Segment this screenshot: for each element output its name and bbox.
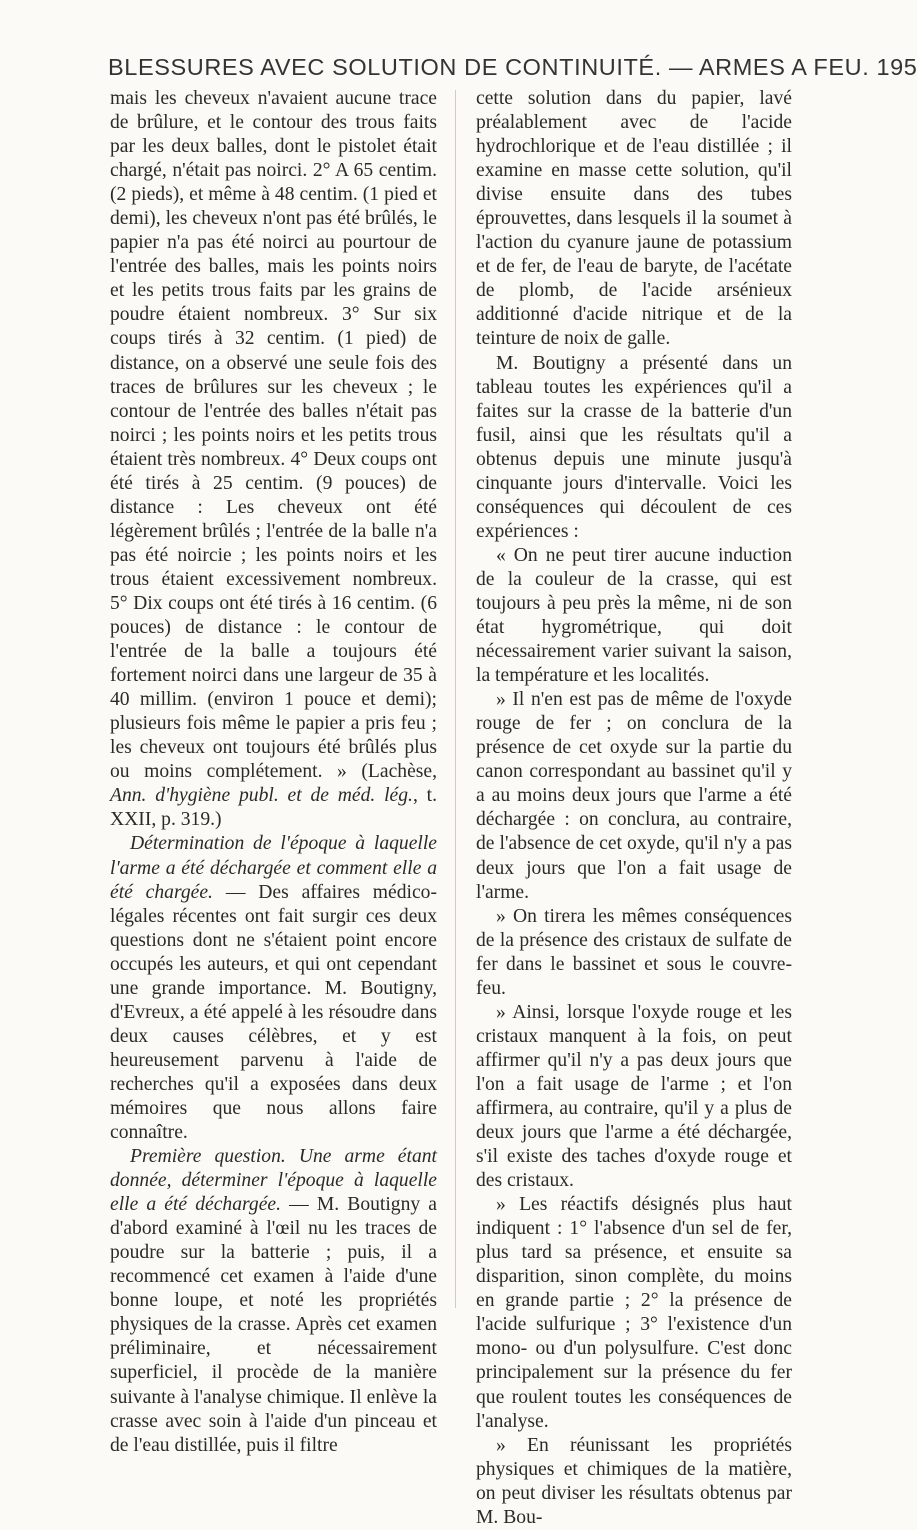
paragraph-solution-analysis: cette solution dans du papier, lavé préalablement avec de l'acide hydrochlorique et de l'eau distillée ; il examine en masse cette solution, qu'il divise ensuite dans des tubes éprouvettes, dans lesquels il la soumet à l'action du cyanure jaune de potassium et de fer, de l'eau de baryte, de l'acétate de plomb, de l'acide arsénieux additionné d'acide nitrique et de la teinture de noix de galle.: [476, 88, 792, 350]
section-heading-first-question: Première question. Une arme étant donnée, déterminer l'époque à laquelle elle a été déchargée.: [110, 1146, 437, 1216]
determination-text: — Des affaires médico-légales récentes ont fait surgir ces deux questions dont ne s'étaient point encore occupés les auteurs, et qui ont cependant une grande importance. M. Boutigny, d'Evreux, a été appelé à les résoudre dans deux causes célèbres, et y est heureusement parvenu à l'aide de recherches qu'il a exposées dans deux mémoires que nous allons faire connaître.: [110, 881, 437, 1144]
paragraph-quote-reagents: » Les réactifs désignés plus haut indiquent : 1° l'absence d'un sel de fer, plus tard sa présence, et ensuite sa disparition, sinon complète, du moins en grande partie ; 2° la présence de l'acide sulfurique ; 3° l'existence d'un mono- ou d'un polysulfure. C'est donc principalement sur la présence du fer que roulent toutes les conséquences de l'analyse.: [476, 1194, 792, 1432]
section-heading-determination: Détermination de l'époque à laquelle l'arme a été déchargée et comment elle a été chargée.: [110, 833, 437, 903]
right-column: [476, 87, 792, 1530]
paragraph-experiments-results: [110, 87, 437, 832]
running-head: BLESSURES AVEC SOLUTION DE CONTINUITÉ. — ARMES A FEU. 195: [108, 54, 917, 80]
paragraph-quote-oxide: » Il n'en est pas de même de l'oxyde rouge de fer ; on conclura de la présence de cet oxyde sur la partie du canon correspondant au bassinet qu'il y a au moins deux jours que l'arme a été déchargée : on conclura, au contraire, de l'absence de cet oxyde, qu'il n'y a pas deux jours que l'on a fait usage de l'arme.: [476, 689, 792, 903]
first-question-text: — M. Boutigny a d'abord examiné à l'œil nu les traces de poudre sur la batterie ; puis, il a recommencé cet examen à l'aide d'une bonne loupe, et noté les propriétés physiques de la crasse. Après cet examen préliminaire, et nécessairement superficiel, il procède de la manière suivante à l'analyse chimique. Il enlève la crasse avec soin à l'aide d'un pinceau et de l'eau distillée, puis il filtre: [110, 1194, 437, 1456]
paragraph-first-question: [110, 1145, 437, 1458]
citation-rest: , t. XXII, p. 319.): [110, 785, 437, 831]
experiments-text: mais les cheveux n'avaient aucune trace de brûlure, et le contour des trous faits par les deux balles, dont le pistolet était chargé, n'était pas noirci. 2° A 65 centim. (2 pieds), et même à 48 centim. (1 pied et demi), les cheveux n'ont pas été brûlés, le papier n'a pas été noirci au pourtour de l'entrée des balles, mais les points noirs et les petits trous faits par les grains de poudre étaient nombreux. 3° Sur six coups tirés à 32 centim. (1 pied) de distance, on a observé une seule fois des traces de brûlures sur les cheveux ; le contour de l'entrée des balles n'était pas noirci ; les points noirs et les petits trous étaient très nombreux. 4° Deux coups ont été tirés à 25 centim. (9 pouces) de distance : Les cheveux ont été légèrement brûlés ; l'entrée de la balle n'a pas été noircie ; les points noirs et les trous étaient excessivement nombreux. 5° Dix coups ont été tirés à 16 centim. (6 pouces) de distance : le contour de l'entrée de la balle a toujours été fortement noirci dans une largeur de 35 à 40 millim. (environ 1 pouce et demi); plusieurs fois même le papier a pris feu ; les cheveux ont toujours été brûlés plus ou moins complétement. » (Lachèse,: [110, 88, 437, 783]
paragraph-quote-color: « On ne peut tirer aucune induction de la couleur de la crasse, qui est toujours à peu près la même, ni de son état hygrométrique, qui doit nécessairement varier suivant la saison, la température et les localités.: [476, 544, 792, 687]
left-column: [110, 87, 437, 1458]
citation-journal: Ann. d'hygiène publ. et de méd. lég.: [110, 785, 413, 807]
column-divider: [455, 90, 456, 1308]
paragraph-quote-combining: » En réunissant les propriétés physiques et chimiques de la matière, on peut diviser les résultats obtenus par M. Bou-: [476, 1434, 792, 1528]
paragraph-quote-sulfate: » On tirera les mêmes conséquences de la présence des cristaux de sulfate de fer dans le bassinet et sous le couvre-feu.: [476, 905, 792, 999]
paragraph-boutigny-table: M. Boutigny a présenté dans un tableau toutes les expériences qu'il a faites sur la crasse de la batterie d'un fusil, ainsi que les résultats qu'il a obtenus depuis une minute jusqu'à cinquante jours d'intervalle. Voici les conséquences qui découlent de ces expériences :: [476, 352, 792, 542]
paragraph-quote-thus: » Ainsi, lorsque l'oxyde rouge et les cristaux manquent à la fois, on peut affirmer qu'il n'y a pas deux jours que l'on a fait usage de l'arme ; et l'on affirmera, au contraire, qu'il y a plus de deux jours que l'arme a été déchargée, s'il existe des taches d'oxyde rouge et des cristaux.: [476, 1001, 792, 1192]
paragraph-determination: [110, 832, 437, 1145]
